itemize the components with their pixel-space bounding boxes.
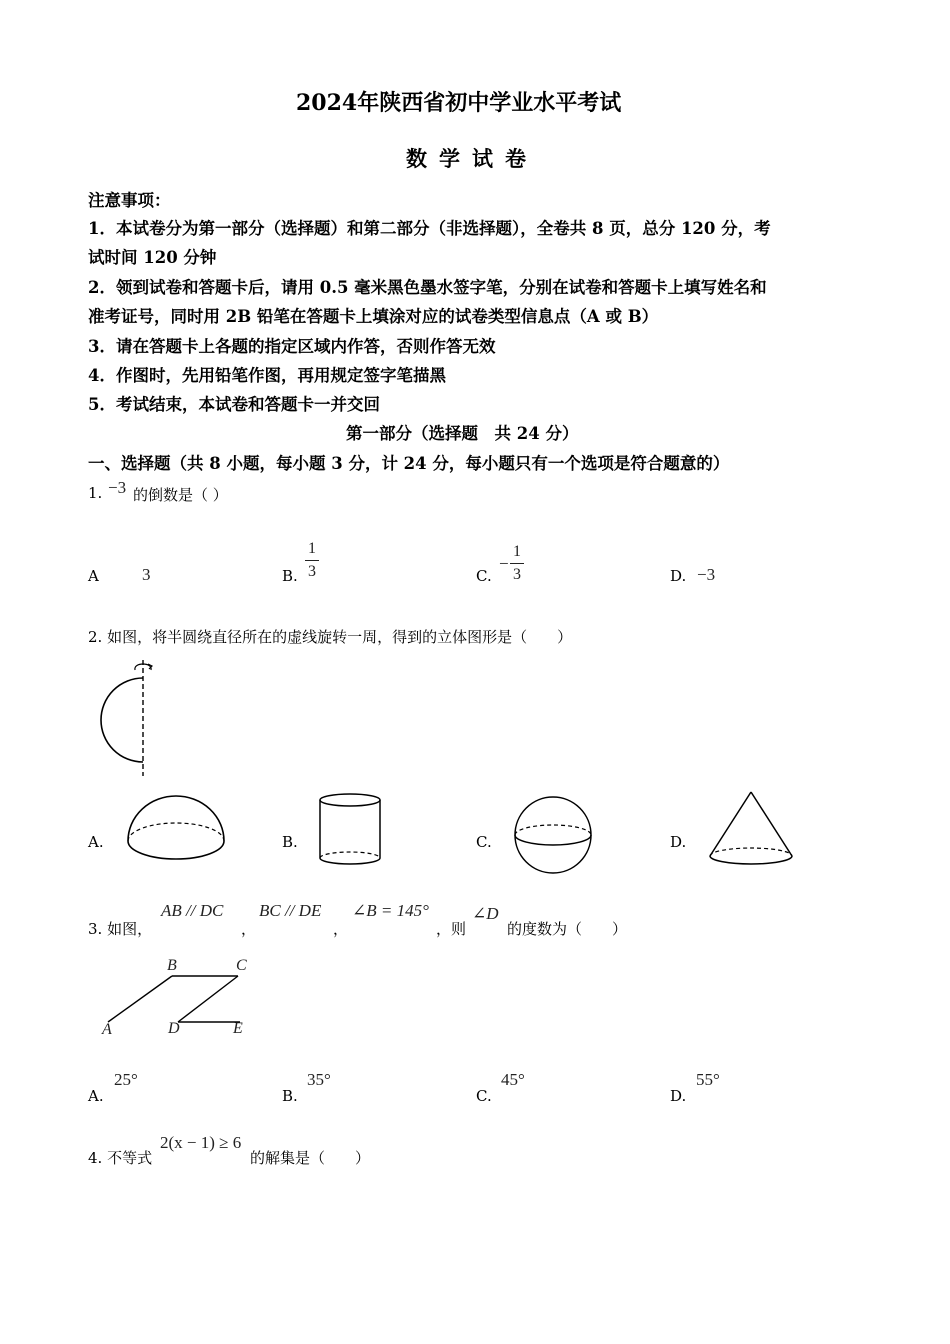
q1-option-c-sign: −	[499, 554, 509, 573]
sphere-equator-front	[515, 835, 591, 845]
sphere-equator-back	[515, 825, 591, 835]
notice-line: 准考证号，同时用 2B 铅笔在答题卡上填涂对应的试卷类型信息点（A 或 B）	[88, 307, 659, 326]
q2-option-c-letter[interactable]: C.	[476, 833, 492, 851]
q3-target-angle-d: ∠D	[472, 904, 499, 923]
fraction-denominator: 3	[308, 563, 316, 580]
point-label-a: A	[102, 1021, 112, 1038]
fraction-numerator: 1	[513, 543, 521, 560]
question-4-tail: 的解集是（ ）	[250, 1149, 371, 1167]
section-title: 一、选择题（共 8 小题，每小题 3 分，计 24 分，每小题只有一个选项是符合题意的）	[88, 454, 730, 473]
question-3-number: 3. 如图，	[88, 920, 153, 938]
segment-ab	[108, 976, 172, 1022]
q1-option-c-fraction	[510, 543, 524, 584]
q3-option-d-letter[interactable]: D.	[670, 1087, 687, 1105]
fraction-numerator: 1	[308, 540, 316, 557]
question-1-text: 的倒数是（ ）	[133, 486, 228, 504]
cylinder-figure	[317, 792, 383, 868]
notice-line: 1．本试卷分为第一部分（选择题）和第二部分（非选择题），全卷共 8 页，总分 120 分，考	[88, 219, 771, 238]
cylinder-bottom-front	[320, 858, 380, 864]
q2-option-b-letter[interactable]: B.	[282, 833, 298, 851]
cone-base-front	[710, 856, 792, 864]
notice-line: 3．请在答题卡上各题的指定区域内作答，否则作答无效	[88, 337, 496, 356]
notice-line: 5．考试结束，本试卷和答题卡一并交回	[88, 395, 380, 414]
q1-option-a-value: 3	[142, 565, 151, 584]
q3-option-c-value: 45°	[501, 1070, 525, 1089]
hemisphere-figure	[126, 796, 226, 866]
q3-then: ，则	[436, 920, 467, 938]
semicircle-arc	[101, 678, 143, 762]
fraction-bar	[305, 560, 319, 561]
fraction-denominator: 3	[513, 566, 521, 583]
q1-option-d-value: −3	[697, 565, 716, 584]
question-1-number: 1.	[88, 484, 103, 502]
notice-line: 4．作图时，先用铅笔作图，再用规定签字笔描黑	[88, 366, 446, 385]
question-4-number: 4. 不等式	[88, 1149, 153, 1167]
q3-condition-bc-parallel-de: BC // DE	[259, 901, 322, 920]
notice-heading: 注意事项：	[88, 191, 171, 210]
notice-line: 2．领到试卷和答题卡后，请用 0.5 毫米黑色墨水签字笔，分别在试卷和答题卡上填写姓名和	[88, 278, 767, 297]
point-label-b: B	[167, 957, 177, 974]
q3-separator: ，	[241, 920, 257, 938]
cone-right-edge	[751, 792, 792, 856]
hemisphere-back-edge	[128, 823, 224, 841]
question-2-text: 2. 如图，将半圆绕直径所在的虚线旋转一周，得到的立体图形是（ ）	[88, 628, 573, 646]
page-title: 2024年陕西省初中学业水平考试	[296, 90, 622, 116]
hemisphere-front-edge	[128, 841, 224, 859]
semicircle-rotation-figure	[95, 656, 165, 781]
cone-base-back	[710, 848, 792, 856]
cylinder-top	[320, 794, 380, 806]
q3-condition-angle-b: ∠B = 145°	[352, 901, 429, 920]
q3-option-d-value: 55°	[696, 1070, 720, 1089]
q3-option-b-value: 35°	[307, 1070, 331, 1089]
q1-option-c-letter[interactable]: C.	[476, 567, 492, 585]
q2-option-a-letter[interactable]: A.	[88, 833, 104, 851]
fraction-bar	[510, 563, 524, 564]
q3-tail: 的度数为（ ）	[507, 920, 628, 938]
q2-option-d-letter[interactable]: D.	[670, 833, 687, 851]
question-1-expr: −3	[108, 478, 127, 497]
cone-figure	[707, 790, 795, 866]
q1-option-d-letter[interactable]: D.	[670, 567, 687, 585]
q1-option-a-letter[interactable]: A	[88, 567, 99, 585]
question-4-expr: 2(x − 1) ≥ 6	[160, 1133, 242, 1152]
part-title: 第一部分（选择题 共 24 分）	[346, 424, 579, 443]
q1-option-b-letter[interactable]: B.	[282, 567, 298, 585]
point-label-e: E	[233, 1020, 243, 1037]
sphere-figure	[513, 795, 593, 875]
q3-option-a-value: 25°	[114, 1070, 138, 1089]
page-subtitle: 数学试卷	[406, 146, 538, 171]
q3-option-a-letter[interactable]: A.	[88, 1087, 104, 1105]
cone-left-edge	[710, 792, 751, 856]
q3-separator: ，	[333, 920, 349, 938]
cylinder-bottom-back	[320, 852, 380, 858]
hemisphere-dome	[128, 796, 224, 841]
q3-option-b-letter[interactable]: B.	[282, 1087, 298, 1105]
point-label-d: D	[168, 1020, 180, 1037]
notice-line: 试时间 120 分钟	[88, 248, 217, 267]
q1-option-b-fraction	[305, 540, 319, 581]
q3-option-c-letter[interactable]: C.	[476, 1087, 492, 1105]
point-label-c: C	[236, 957, 247, 974]
sphere-outline	[515, 797, 591, 873]
q3-condition-ab-parallel-dc: AB // DC	[161, 901, 224, 920]
segment-cd	[178, 976, 238, 1022]
